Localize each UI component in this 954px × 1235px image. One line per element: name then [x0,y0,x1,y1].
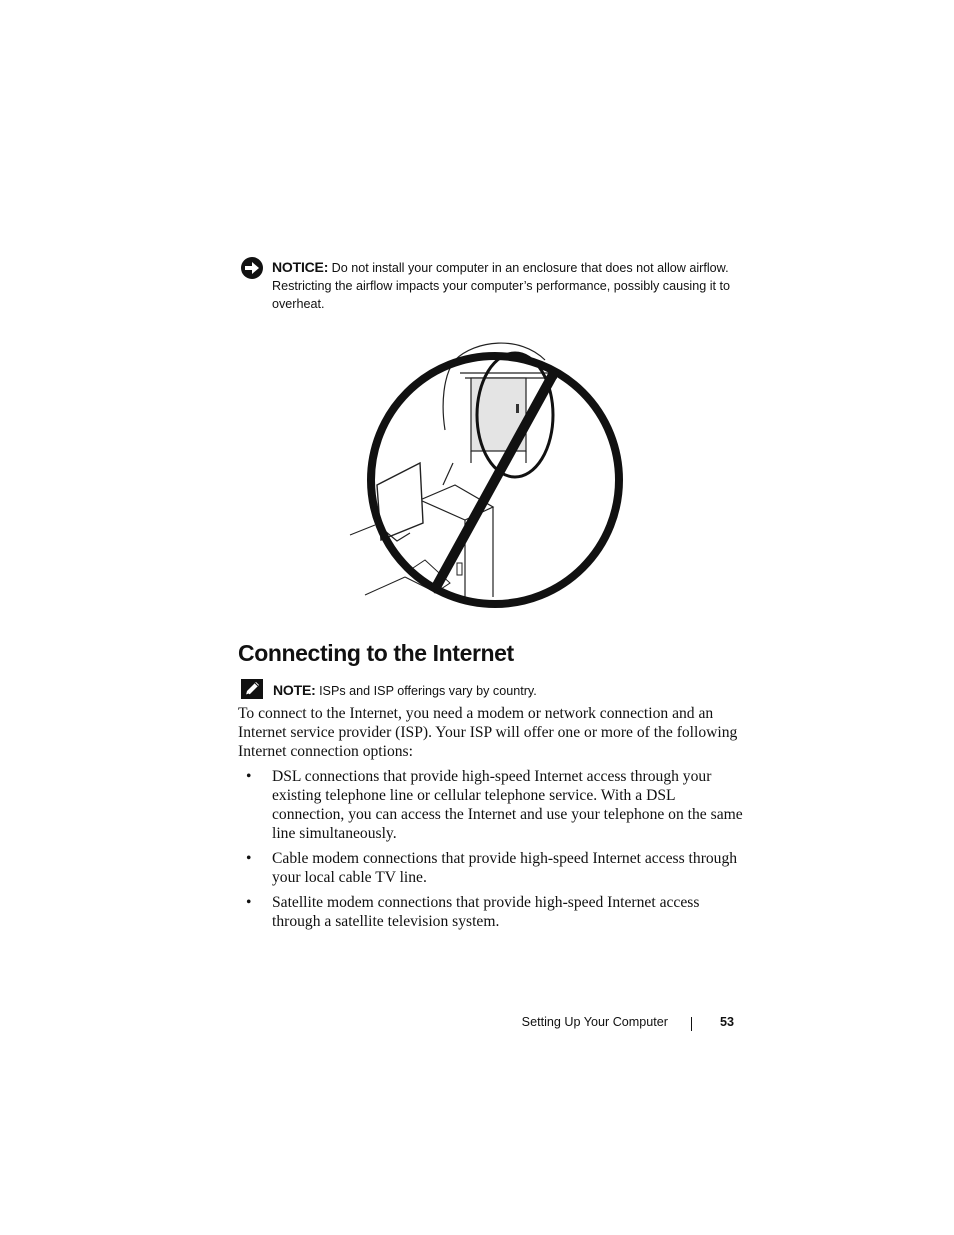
footer-chapter-title: Setting Up Your Computer [521,1015,668,1029]
connection-options-list [238,767,743,937]
list-item-text: Cable modem connections that provide high-speed Internet access through your local cable TV line. [272,850,738,886]
page-number: 53 [719,1015,734,1029]
note-body: ISPs and ISP offerings vary by country. [319,684,537,698]
list-item [238,893,743,931]
bullet-icon: • [246,894,252,911]
note-pencil-icon [240,678,264,700]
list-item [238,767,743,843]
bullet-icon: • [246,768,252,785]
note-text [273,681,537,700]
intro-paragraph: To connect to the Internet, you need a modem or network connection and an Internet service provider (ISP). Your ISP will offer one or more of the following Internet connection options: [238,705,738,761]
notice-body: Do not install your computer in an enclosure that does not allow airflow. Restricting the airflow impacts your computer’s performance, possibly causing it to overheat. [272,261,730,311]
list-item-text: Satellite modem connections that provide high-speed Internet access through a satellite television system. [272,894,700,930]
notice-text [272,258,740,313]
section-heading: Connecting to the Internet [238,640,514,666]
page-footer [500,1015,736,1035]
notice-label: NOTICE: [272,259,329,275]
list-item-text: DSL connections that provide high-speed Internet access through your existing telephone line or cellular telephone service. With a DSL connection, you can access the Internet and use your telephone on the same line simultaneously. [272,768,743,842]
notice-arrow-icon [240,256,264,280]
bullet-icon: • [246,850,252,867]
prohibited-enclosure-illustration [345,335,630,615]
note-label: NOTE: [273,682,316,698]
footer-divider [691,1017,692,1031]
list-item [238,849,743,887]
